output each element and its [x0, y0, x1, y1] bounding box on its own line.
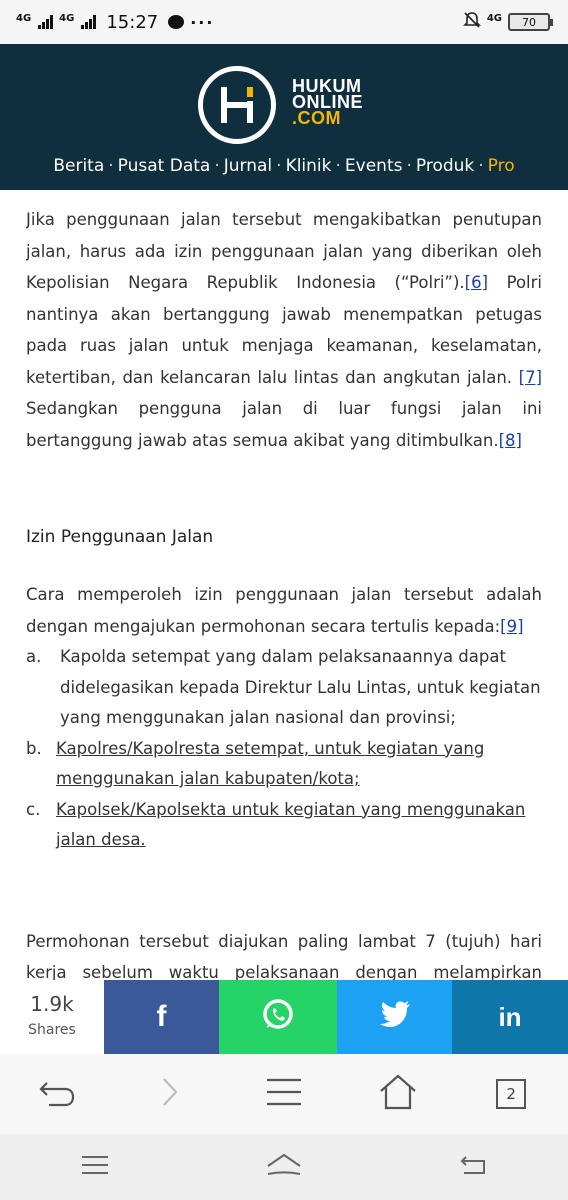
- footnote-link-7[interactable]: [7]: [518, 367, 542, 387]
- nav-separator: ·: [276, 156, 282, 176]
- list-marker: a.: [26, 647, 42, 666]
- nav-separator: ·: [478, 156, 484, 176]
- paragraph-text: Permohonan tersebut diajukan paling lambat 7 (tujuh) hari kerja sebelum waktu pelaksanaan dengan melampirkan: [26, 931, 542, 980]
- bell-muted-icon: [463, 11, 481, 33]
- status-right: [463, 11, 550, 33]
- system-home-button[interactable]: [254, 1142, 314, 1192]
- twitter-icon: [379, 1001, 411, 1033]
- nav-item-pusat-data[interactable]: Pusat Data: [117, 156, 211, 176]
- tabs-button[interactable]: [481, 1069, 541, 1119]
- system-back-button[interactable]: [443, 1142, 503, 1192]
- back-button[interactable]: [27, 1069, 87, 1119]
- footnote-link-9[interactable]: [9]: [500, 616, 524, 636]
- list-item: [26, 642, 542, 734]
- network-type-2: 4G: [59, 12, 75, 24]
- more-notifications-icon: ···: [190, 12, 215, 32]
- paragraph-text: Sedangkan pengguna jalan di luar fungsi jalan ini bertanggung jawab atas semua akibat yang ditimbulkan.: [26, 399, 542, 450]
- article-body: [26, 190, 542, 980]
- battery-level: 70: [522, 15, 536, 29]
- share-label: Shares: [28, 1022, 76, 1038]
- hamburger-menu-icon: [265, 1076, 303, 1112]
- share-counter: [0, 980, 104, 1054]
- list-item: [26, 734, 542, 795]
- network-type-right: 4G: [486, 12, 502, 24]
- linkedin-share-button[interactable]: [452, 980, 568, 1054]
- paragraph-text: Jika penggunaan jalan tersebut mengakibatkan penutupan jalan, harus ada izin penggunaan jalan yang diberikan oleh Kepolisian Negara Republik Indonesia (“Polri”).: [26, 210, 542, 292]
- list-marker: b.: [26, 738, 42, 758]
- network-type-1: 4G: [16, 12, 32, 24]
- list-item: [26, 795, 542, 856]
- share-count: 1.9k: [30, 992, 74, 1016]
- logo-line-1: HUKUM: [292, 76, 362, 96]
- nav-item-events[interactable]: Events: [344, 156, 403, 176]
- linkedin-icon: in: [498, 1001, 522, 1032]
- nav-item-pro[interactable]: Pro: [487, 156, 515, 176]
- paragraph-text: Polri nantinya akan bertanggung jawab menempatkan petugas pada ruas jalan untuk menjaga keamanan, keselamatan, ketertiban, dan kelancaran lalu lintas dan angkutan jalan.: [26, 273, 542, 387]
- clock: 15:27: [106, 11, 159, 33]
- nav-separator: ·: [335, 156, 341, 176]
- menu-lines-icon: [80, 1154, 110, 1180]
- facebook-share-button[interactable]: [104, 980, 219, 1054]
- status-left: [16, 12, 214, 33]
- tab-count: 2: [496, 1079, 526, 1109]
- footnote-link-6[interactable]: [6]: [464, 273, 489, 292]
- twitter-share-button[interactable]: [337, 980, 452, 1054]
- list-marker: c.: [26, 799, 41, 819]
- system-nav-bar: [0, 1134, 568, 1200]
- section-heading: Izin Penggunaan Jalan: [26, 527, 214, 547]
- forward-button[interactable]: [140, 1069, 200, 1119]
- menu-button[interactable]: [254, 1069, 314, 1119]
- nav-separator: ·: [214, 156, 220, 176]
- chevron-right-icon: [158, 1075, 182, 1113]
- nav-item-berita[interactable]: Berita: [53, 156, 105, 176]
- article-paragraph: [26, 204, 542, 456]
- facebook-icon: f: [156, 1000, 167, 1033]
- browser-toolbar: [0, 1054, 568, 1134]
- whatsapp-icon: [260, 997, 296, 1037]
- article-paragraph: [26, 579, 542, 642]
- paragraph-text: Cara memperoleh izin penggunaan jalan tersebut adalah dengan mengajukan permohonan secara tertulis kepada:: [26, 585, 542, 636]
- site-logo-icon[interactable]: [198, 66, 276, 144]
- return-icon: [458, 1153, 488, 1181]
- nav-separator: ·: [406, 156, 412, 176]
- list-item-text: Kapolsek/Kapolsekta untuk kegiatan yang menggunakan jalan desa.: [56, 799, 526, 849]
- logo-line-3: .COM: [292, 108, 341, 128]
- nav-item-jurnal[interactable]: Jurnal: [223, 156, 273, 176]
- whatsapp-share-button[interactable]: [219, 980, 337, 1054]
- recent-apps-button[interactable]: [65, 1142, 125, 1192]
- site-logo-text[interactable]: [292, 78, 363, 126]
- back-arrow-icon: [37, 1075, 77, 1113]
- list-item-text: Kapolda setempat yang dalam pelaksanaannya dapat didelegasikan kepada Direktur Lalu Lintas, untuk kegiatan yang menggunakan jalan nasional dan provinsi;: [60, 647, 541, 727]
- requirement-list: [26, 642, 542, 856]
- nav-separator: ·: [108, 156, 114, 176]
- signal-icon-2: [81, 15, 96, 29]
- footnote-link-8[interactable]: [8]: [498, 430, 522, 450]
- share-bar: [0, 980, 568, 1054]
- home-button[interactable]: [368, 1069, 428, 1119]
- status-bar: [0, 0, 568, 44]
- site-header: [0, 44, 568, 190]
- list-item-text: Kapolres/Kapolresta setempat, untuk kegiatan yang menggunakan jalan kabupaten/kota;: [56, 738, 485, 788]
- home-chevron-icon: [265, 1152, 303, 1182]
- nav-item-produk[interactable]: Produk: [415, 156, 475, 176]
- signal-icon-1: [38, 15, 53, 29]
- nav-item-klinik[interactable]: Klinik: [285, 156, 332, 176]
- logo-line-2: ONLINE: [292, 92, 364, 112]
- chat-notification-icon: [168, 15, 184, 29]
- main-nav: [0, 156, 568, 176]
- home-icon: [379, 1074, 417, 1114]
- article-paragraph: [26, 926, 542, 981]
- battery-icon: [508, 13, 550, 31]
